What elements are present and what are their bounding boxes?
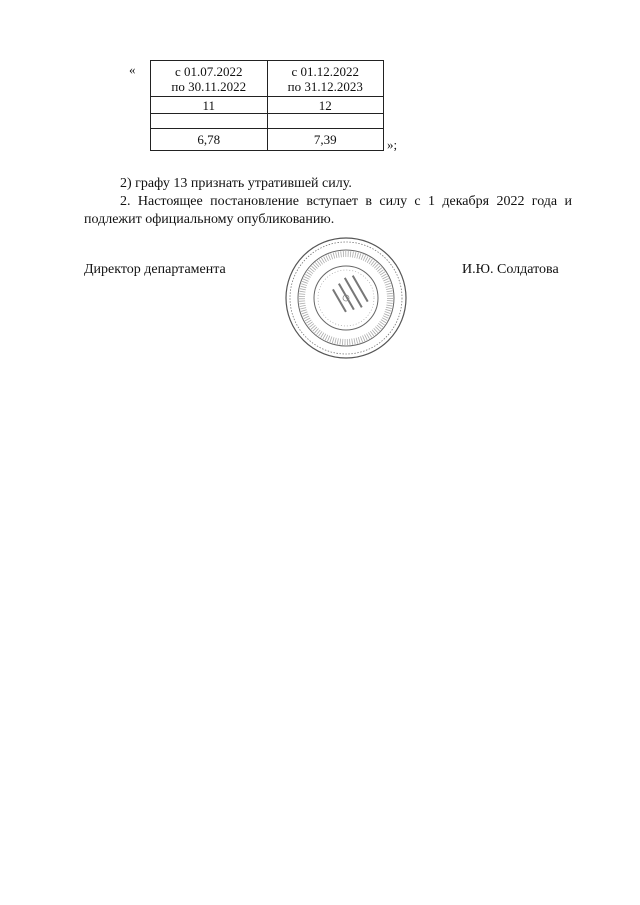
header-line: с 01.07.2022 [174, 64, 243, 79]
header-line: с 01.12.2022 [291, 64, 360, 79]
closing-quote: »; [387, 137, 398, 152]
tariff-table [150, 60, 384, 151]
clause-2-paragraph: 2. Настоящее постановление вступает в силу с 1 декабря 2022 года и подлежит официальному опубликованию. [84, 194, 572, 227]
value-cell: 7,39 [267, 129, 384, 151]
column-number-cell: 12 [267, 97, 384, 114]
signer-position: Директор департамента [84, 262, 226, 277]
header-line: по 31.12.2023 [287, 79, 363, 94]
item-2-paragraph: 2) графу 13 признать утратившей силу. [120, 176, 352, 191]
column-number-row [151, 97, 384, 114]
column-number-cell: 11 [151, 97, 268, 114]
value-cell: 6,78 [151, 129, 268, 151]
blank-row [151, 114, 384, 129]
period-header-cell [151, 61, 268, 97]
blank-cell [151, 114, 268, 129]
blank-cell [267, 114, 384, 129]
opening-quote: « [129, 62, 136, 77]
official-seal-icon [284, 236, 408, 360]
table-header-row [151, 61, 384, 97]
period-header-cell [267, 61, 384, 97]
header-line: по 30.11.2022 [171, 79, 247, 94]
signer-name: И.Ю. Солдатова [462, 262, 559, 277]
value-row [151, 129, 384, 151]
